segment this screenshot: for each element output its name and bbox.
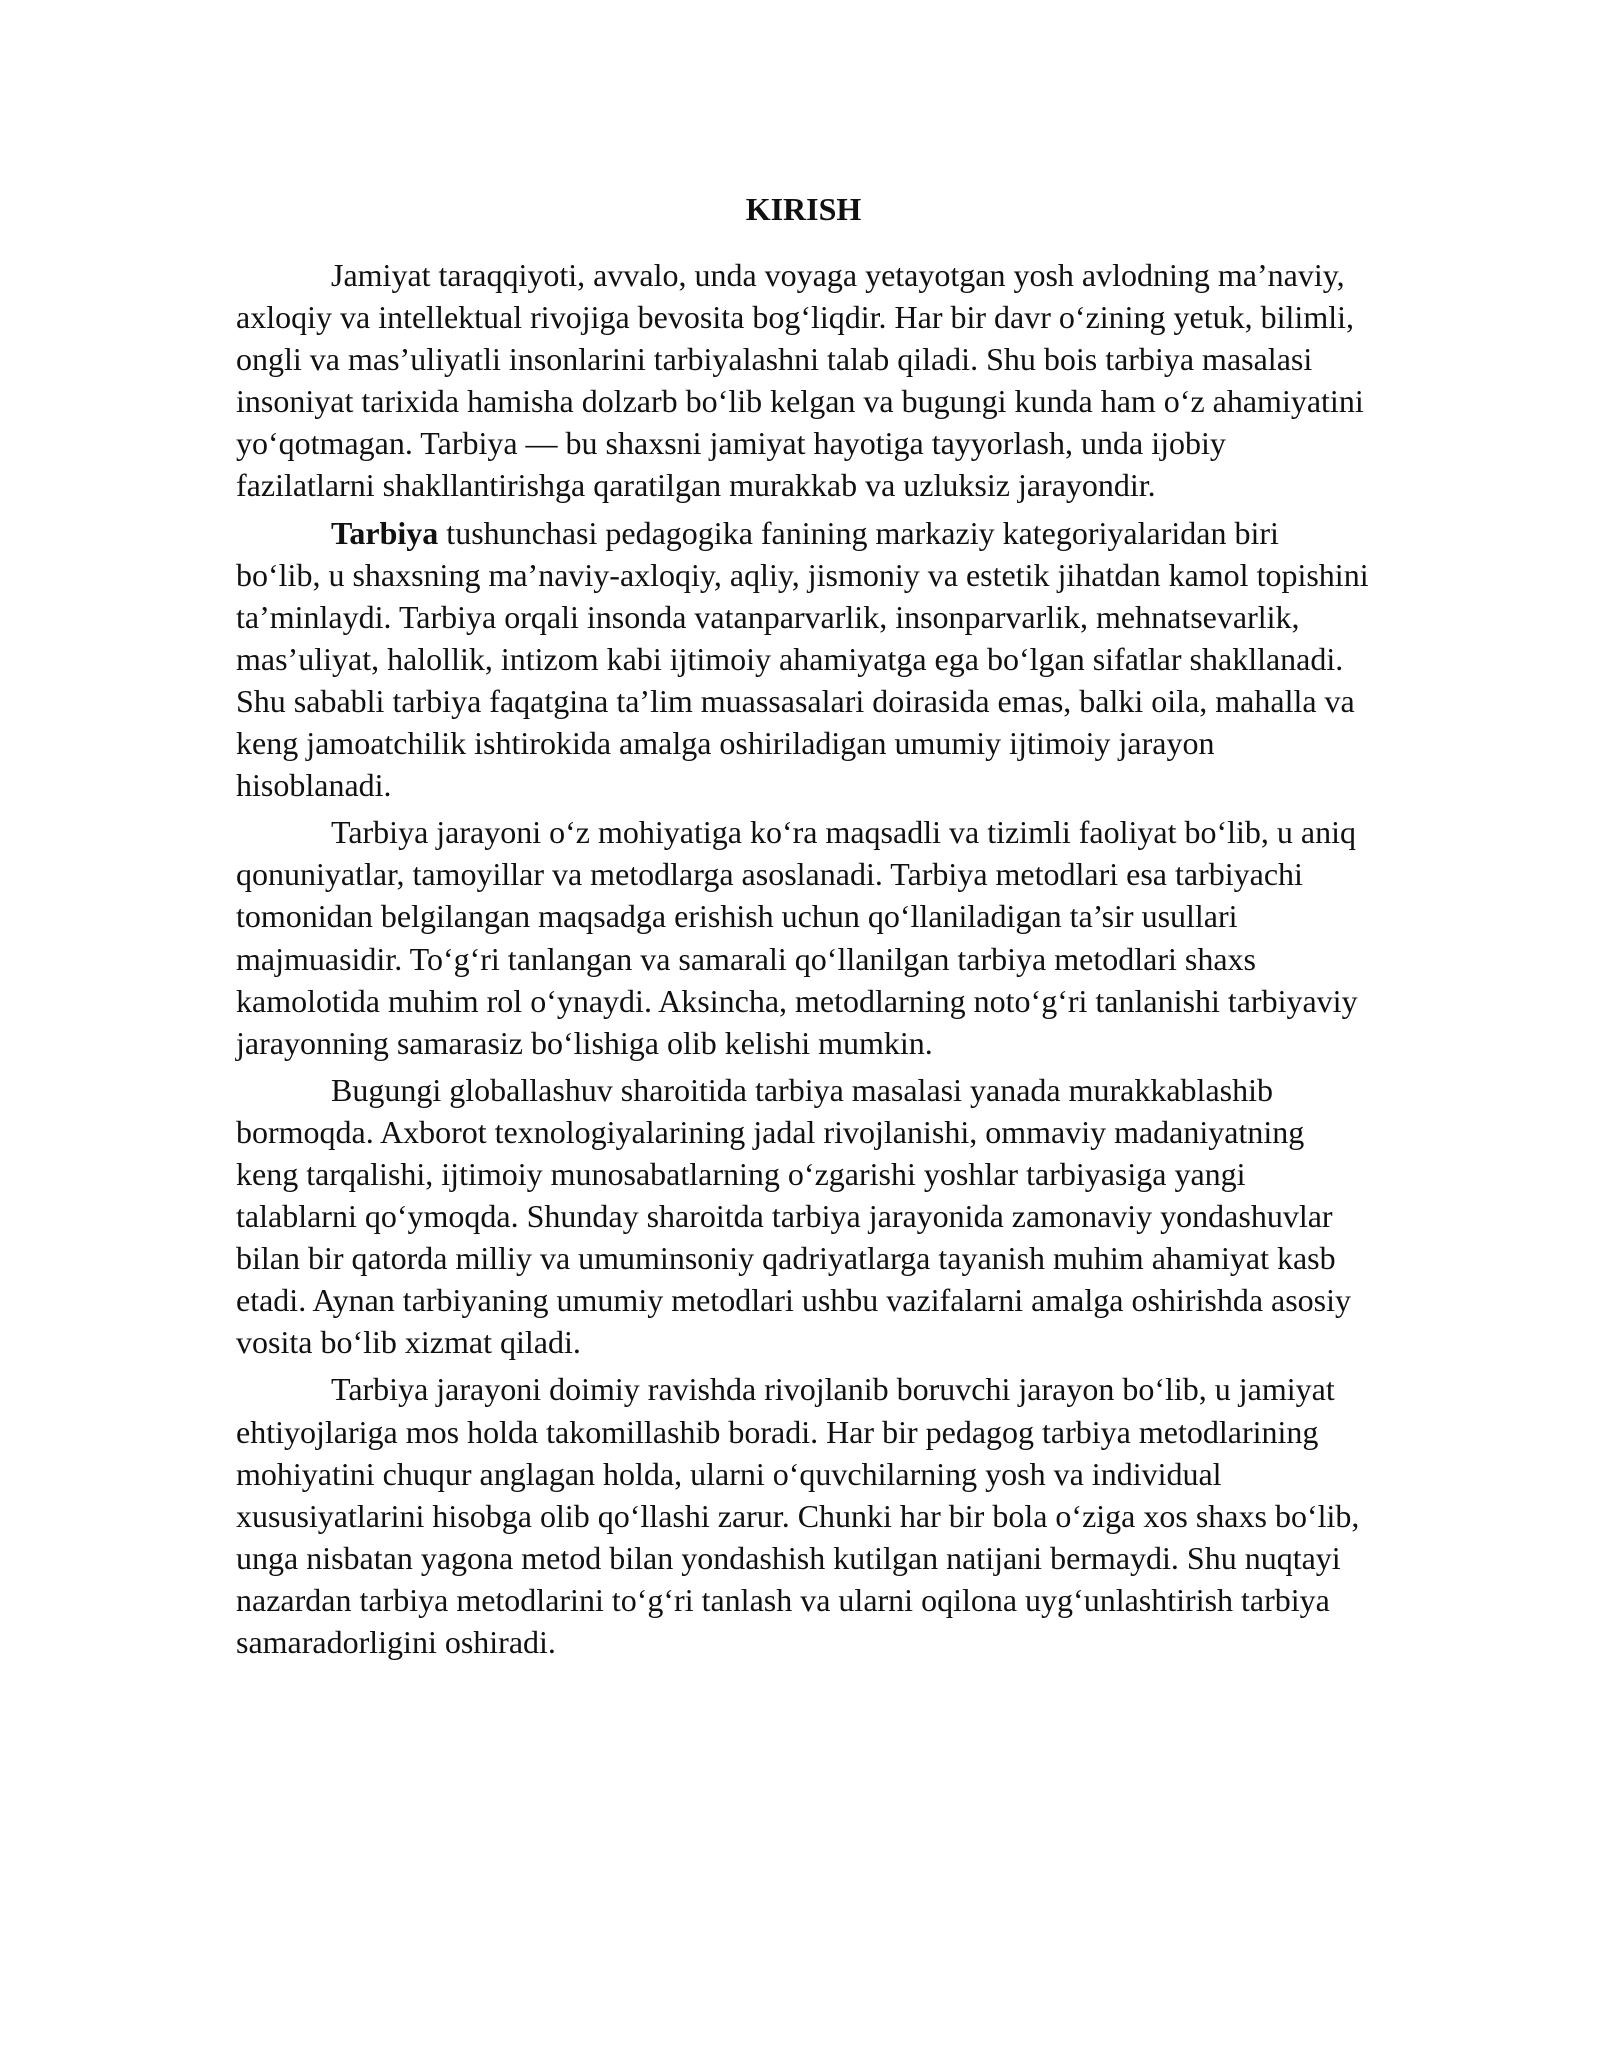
bold-term: Tarbiya	[331, 514, 439, 551]
paragraph-5	[236, 1368, 1371, 1663]
paragraph-text: Tarbiya jarayoni doimiy ravishda rivojlanib boruvchi jarayon bo‘lib, u jamiyat ehtiyojlariga mos holda takomillashib boradi. Har bir pedagog tarbiya metodlarining mohiyatini chuqur anglagan holda, ularni o‘quvchilarning yosh va individual xususiyatlarini hisobga olib qo‘llashi zarur. Chunki har bir bola o‘ziga xos shaxs bo‘lib, unga nisbatan yagona metod bilan yondashish kutilgan natijani bermaydi. Shu nuqtayi nazardan tarbiya metodlarini to‘g‘ri tanlash va ularni oqilona uyg‘unlashtirish tarbiya samaradorligini oshiradi.	[236, 1371, 1360, 1660]
document-body	[236, 188, 1371, 1668]
paragraph-text: Tarbiya jarayoni o‘z mohiyatiga ko‘ra maqsadli va tizimli faoliyat bo‘lib, u aniq qonuniyatlar, tamoyillar va metodlarga asoslanadi. Tarbiya metodlari esa tarbiyachi tomonidan belgilangan maqsadga erishish uchun qo‘llaniladigan ta’sir usullari majmuasidir. To‘g‘ri tanlangan va samarali qo‘llanilgan tarbiya metodlari shaxs kamolotida muhim rol o‘ynaydi. Aksincha, metodlarning noto‘g‘ri tanlanishi tarbiyaviy jarayonning samarasiz bo‘lishiga olib kelishi mumkin.	[236, 814, 1358, 1061]
paragraph-text: Jamiyat taraqqiyoti, avvalo, unda voyaga yetayotgan yosh avlodning ma’naviy, axloqiy va intellektual rivojiga bevosita bog‘liqdir. Har bir davr o‘zining yetuk, bilimli, ongli va mas’uliyatli insonlarini tarbiyalashni talab qiladi. Shu bois tarbiya masalasi insoniyat tarixida hamisha dolzarb bo‘lib kelgan va bugungi kunda ham o‘z ahamiyatini yo‘qotmagan. Tarbiya — bu shaxsni jamiyat hayotiga tayyorlash, unda ijobiy fazilatlarni shakllantirishga qaratilgan murakkab va uzluksiz jarayondir.	[236, 257, 1364, 504]
paragraph-2	[236, 512, 1371, 807]
paragraph-3	[236, 811, 1371, 1064]
paragraph-text: tushunchasi pedagogika fanining markaziy kategoriyalaridan biri bo‘lib, u shaxsning ma’naviy-axloqiy, aqliy, jismoniy va estetik jihatdan kamol topishini ta’minlaydi. Tarbiya orqali insonda vatanparvarlik, insonparvarlik, mehnatsevarlik, mas’uliyat, halollik, intizom kabi ijtimoiy ahamiyatga ega bo‘lgan sifatlar shakllanadi. Shu sababli tarbiya faqatgina ta’lim muassasalari doirasida emas, balki oila, mahalla va keng jamoatchilik ishtirokida amalga oshiriladigan umumiy ijtimoiy jarayon hisoblanadi.	[236, 514, 1369, 804]
paragraph-1	[236, 254, 1371, 507]
page-title: KIRISH	[745, 191, 862, 227]
paragraph-4	[236, 1069, 1371, 1364]
paragraph-text: Bugungi globallashuv sharoitida tarbiya masalasi yanada murakkablashib bormoqda. Axborot texnologiyalarining jadal rivojlanishi, ommaviy madaniyatning keng tarqalishi, ijtimoiy munosabatlarning o‘zgarishi yoshlar tarbiyasiga yangi talablarni qo‘ymoqda. Shunday sharoitda tarbiya jarayonida zamonaviy yondashuvlar bilan bir qatorda milliy va umuminsoniy qadriyatlarga tayanish muhim ahamiyat kasb etadi. Aynan tarbiyaning umumiy metodlari ushbu vazifalarni amalga oshirishda asosiy vosita bo‘lib xizmat qiladi.	[236, 1071, 1352, 1361]
